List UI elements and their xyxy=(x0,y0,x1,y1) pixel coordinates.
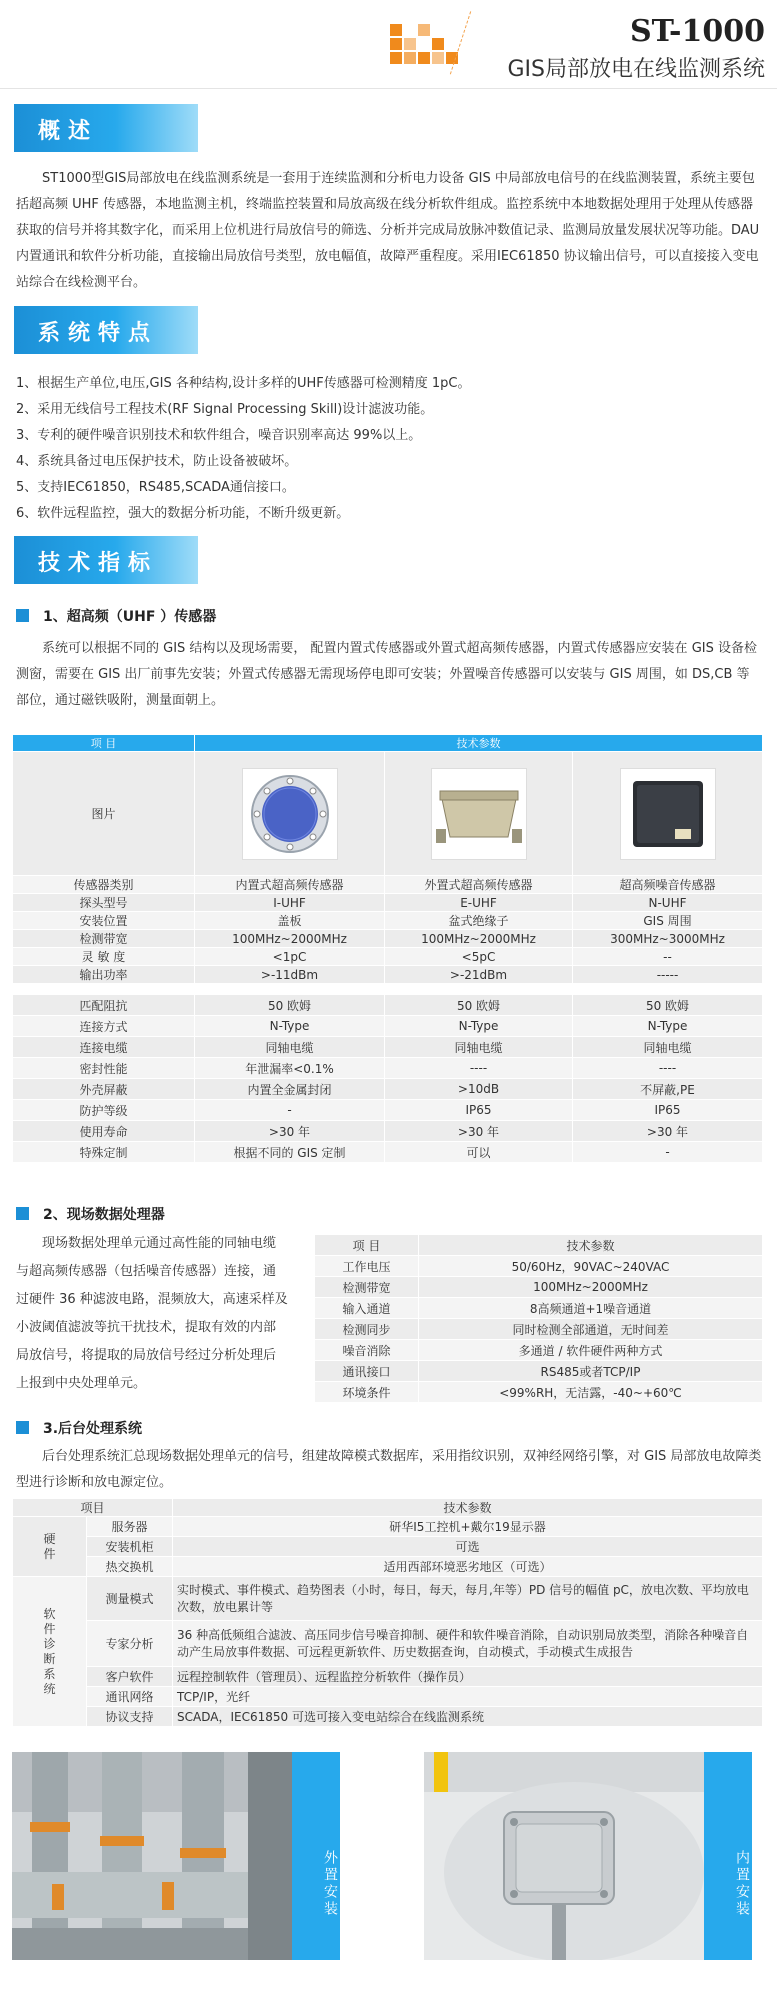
uhf-row: 检测带宽 100MHz~2000MHz 100MHz~2000MHz 300MHz~3000MHz xyxy=(13,930,763,948)
backend-col-params: 技术参数 xyxy=(173,1499,763,1517)
uhf-row: 传感器类别 内置式超高频传感器 外置式超高频传感器 超高频噪音传感器 xyxy=(13,876,763,894)
backend-row: 客户软件 远程控制软件（管理员）、远程监控分析软件（操作员） xyxy=(13,1667,763,1687)
uhf-spec-table-1 xyxy=(12,734,763,984)
feature-item-4: 4、系统具备过电压保护技术，防止设备被破坏。 xyxy=(16,454,298,469)
dp-heading: 2、现场数据处理器 xyxy=(16,1204,165,1224)
group-hardware: 硬件 xyxy=(13,1517,87,1577)
feature-item-2: 2、采用无线信号工程技术(RF Signal Processing Skill)设计滤波功能。 xyxy=(16,402,434,417)
section-banner-overview: 概述 xyxy=(14,104,198,152)
uhf-row: 使用寿命 >30 年 >30 年 >30 年 xyxy=(13,1121,763,1142)
product-subtitle: GIS局部放电在线监测系统 xyxy=(507,57,765,82)
dp-text: 现场数据处理单元通过高性能的同轴电缆与超高频传感器（包括噪音传感器）连接，通过硬件 36 种滤波电路，混频放大，高速采样及小波阈值滤波等抗干扰技术，提取有效的内部局放信号，将提取的局放信号经过分析处理后上报到中央处理单元。 xyxy=(16,1236,288,1391)
uhf-row: 安装位置 盖板 盆式绝缘子 GIS 周围 xyxy=(13,912,763,930)
feature-item-6: 6、软件远程监控，强大的数据分析功能，不断升级更新。 xyxy=(16,506,350,521)
dp-row: 环境条件 <99%RH，无洁露，-40~+60℃ xyxy=(315,1382,763,1403)
uhf-row: 防护等级 - IP65 IP65 xyxy=(13,1100,763,1121)
uhf-row: 灵 敏 度 <1pC <5pC -- xyxy=(13,948,763,966)
uhf-row: 连接电缆 同轴电缆 同轴电缆 同轴电缆 xyxy=(13,1037,763,1058)
label-external-installation: 外置安装 xyxy=(292,1752,340,1960)
feature-item-1: 1、根据生产单位,电压,GIS 各种结构,设计多样的UHF传感器可检测精度 1pC。 xyxy=(16,376,471,391)
dp-row: 检测带宽 100MHz~2000MHz xyxy=(315,1277,763,1298)
dp-col-params: 技术参数 xyxy=(419,1235,763,1256)
photo-external-installation xyxy=(12,1752,292,1960)
uhf-spec-table-2 xyxy=(12,994,763,1163)
section-banner-features: 系统特点 xyxy=(14,306,198,354)
uhf-row: 特殊定制 根据不同的 GIS 定制 可以 - xyxy=(13,1142,763,1163)
uhf-row: 探头型号 I-UHF E-UHF N-UHF xyxy=(13,894,763,912)
feature-item-3: 3、专利的硬件噪音识别技术和软件组合，噪音识别率高达 99%以上。 xyxy=(16,428,422,443)
header-rule xyxy=(0,88,777,89)
backend-row: 专家分析 36 种高低频组合滤波、高压同步信号噪音抑制、硬件和软件噪音消除，自动识别局放类型，消除各种噪音自动产生局放事件数据、可远程更新软件、历史数据查询，自动模式，手动模式生成报告 xyxy=(13,1621,763,1667)
dp-row: 通讯接口 RS485或者TCP/IP xyxy=(315,1361,763,1382)
sensor-image-external xyxy=(385,752,573,876)
uhf-text: 系统可以根据不同的 GIS 结构以及现场需要， 配置内置式传感器或外置式超高频传感器，内置式传感器应安装在 GIS 设备检测窗，需要在 GIS 出厂前事先安装；外置式传感器无需现场停电即可安装；外置噪音传感器可以安装与 GIS 周围，如 DS,CB 等部位，通过磁铁吸附，测量面朝上。 xyxy=(16,641,757,708)
backend-row: 软件诊断系统 测量模式 实时模式、事件模式、趋势图表（小时，每日，每天，每月,年等）PD 信号的幅值 pC，放电次数、平均放电次数，放电累计等 xyxy=(13,1577,763,1621)
backend-col-item: 项目 xyxy=(13,1499,173,1517)
uhf-heading: 1、超高频（UHF ）传感器 xyxy=(16,606,216,626)
uhf-row: 外壳屏蔽 内置全金属封闭 >10dB 不屏蔽,PE xyxy=(13,1079,763,1100)
backend-row: 热交换机 适用西部环境恶劣地区（可选） xyxy=(13,1557,763,1577)
uhf-col-params: 技术参数 xyxy=(195,735,763,752)
dp-spec-table xyxy=(314,1234,763,1403)
uhf-row: 匹配阻抗 50 欧姆 50 欧姆 50 欧姆 xyxy=(13,995,763,1016)
backend-row: 安装机柜 可选 xyxy=(13,1537,763,1557)
uhf-row: 输出功率 >-11dBm >-21dBm ----- xyxy=(13,966,763,984)
backend-heading: 3.后台处理系统 xyxy=(16,1418,142,1438)
group-software: 软件诊断系统 xyxy=(13,1577,87,1727)
dp-row: 工作电压 50/60Hz，90VAC~240VAC xyxy=(315,1256,763,1277)
section-banner-specs: 技术指标 xyxy=(14,536,198,584)
image-row-label: 图片 xyxy=(13,752,195,876)
photo-internal-installation xyxy=(424,1752,704,1960)
dp-row: 检测同步 同时检测全部通道，无时间差 xyxy=(315,1319,763,1340)
backend-row: 协议支持 SCADA，IEC61850 可选可接入变电站综合在线监测系统 xyxy=(13,1707,763,1727)
feature-item-5: 5、支持IEC61850，RS485,SCADA通信接口。 xyxy=(16,480,295,495)
backend-spec-table xyxy=(12,1498,763,1727)
dp-row: 噪音消除 多通道 / 软件硬件两种方式 xyxy=(315,1340,763,1361)
overview-text: ST1000型GIS局部放电在线监测系统是一套用于连续监测和分析电力设备 GIS 中局部放电信号的在线监测装置，系统主要包括超高频 UHF 传感器，本地监测主机，终端监控装置和局放高级在线分析软件组成。监控系统中本地数据处理用于处理从传感器获取的信号并将其数字化，而采用上位机进行局放信号的筛选、分析并完成局放脉冲数值记录、监测局放量发展状况等功能。DAU内置通讯和软件分析功能，直接输出局放信号类型，放电幅值，故障严重程度。采用IEC61850 协议输出信号，可以直接接入变电站综合在线检测平台。 xyxy=(16,171,760,290)
dp-col-item: 项 目 xyxy=(315,1235,419,1256)
dp-row: 输入通道 8高频通道+1噪音通道 xyxy=(315,1298,763,1319)
sensor-image-noise xyxy=(573,752,763,876)
backend-text: 后台处理系统汇总现场数据处理单元的信号，组建故障模式数据库，采用指纹识别，双神经网络引擎，对 GIS 局部放电故障类型进行诊断和放电源定位。 xyxy=(16,1449,762,1490)
company-logo xyxy=(390,24,460,72)
label-internal-installation: 内置安装 xyxy=(704,1752,752,1960)
backend-row: 硬件 服务器 研华I5工控机+戴尔19显示器 xyxy=(13,1517,763,1537)
sensor-image-internal xyxy=(195,752,385,876)
uhf-col-item: 项 目 xyxy=(13,735,195,752)
uhf-row: 密封性能 年泄漏率<0.1% ---- ---- xyxy=(13,1058,763,1079)
uhf-row: 连接方式 N-Type N-Type N-Type xyxy=(13,1016,763,1037)
backend-row: 通讯网络 TCP/IP，光纤 xyxy=(13,1687,763,1707)
product-model: ST-1000 xyxy=(630,14,765,49)
